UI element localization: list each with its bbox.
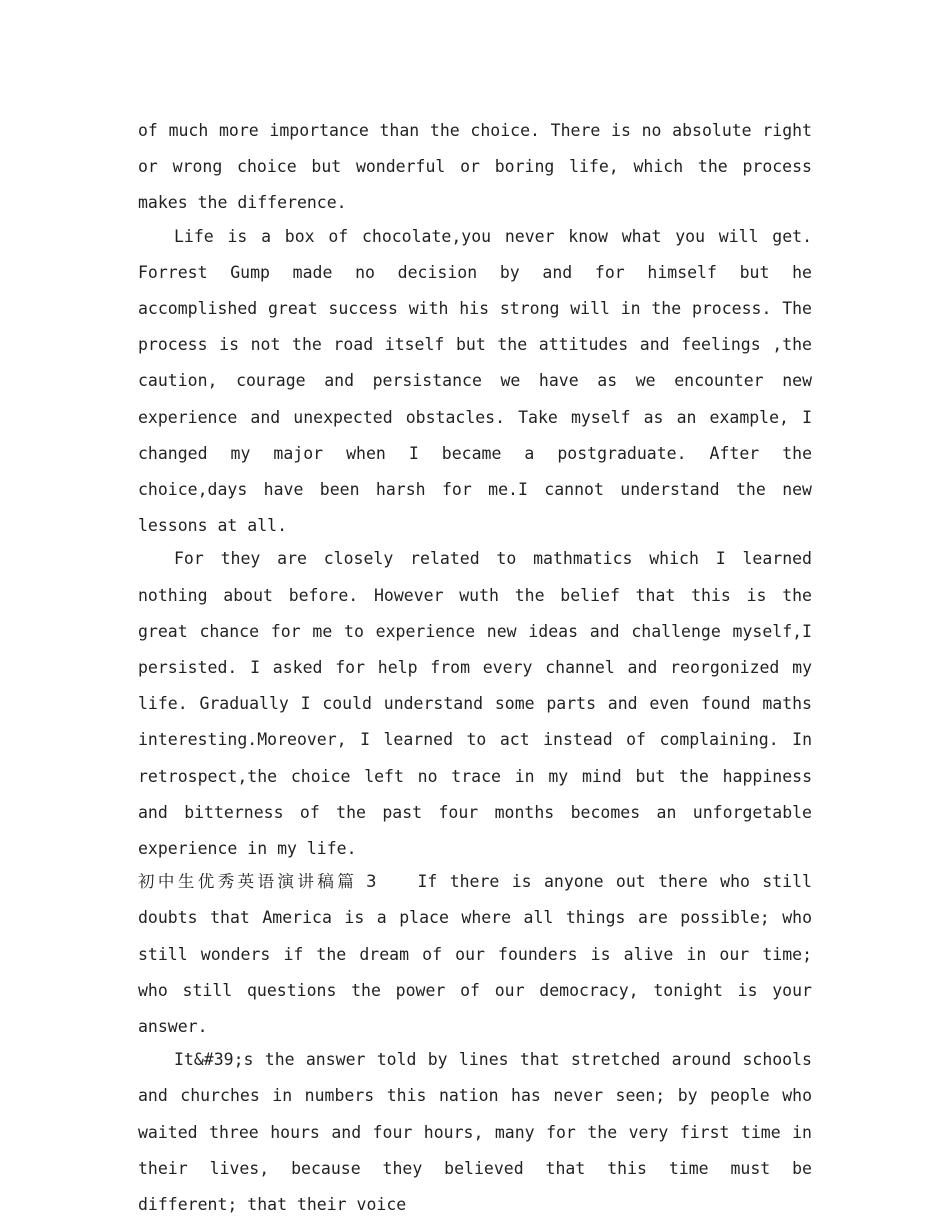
section-heading: 初中生优秀英语演讲稿篇 3 — [138, 872, 378, 892]
section-paragraph-text: If there is anyone out there who still doubts that America is a place where all things are possible; who still wonders if the dream of our founders is alive in our time; who still questions the power of our democracy, tonight is your answer. — [138, 872, 812, 1037]
document-page — [138, 113, 812, 1223]
paragraph-2: Life is a box of chocolate,you never know what you will get. Forrest Gump made no decision by and for himself but he accomplished great success with his strong will in the process. The process is not the road itself but the attitudes and feelings ,the caution, courage and persistance we have as we encounter new experience and unexpected obstacles. Take myself as an example, I changed my major when I became a postgraduate. After the choice,days have been harsh for me.I cannot understand the new lessons at all. — [138, 226, 812, 536]
paragraph-last: It&#39;s the answer told by lines that stretched around schools and churches in numbers this nation has never seen; by people who waited three hours and four hours, many for the very first time in their lives, because they believed that this time must be different; that their voice — [138, 1050, 812, 1215]
paragraph-3: For they are closely related to mathmatics which I learned nothing about before. However wuth the belief that this is the great chance for me to experience new ideas and challenge myself,I persisted. I asked for help from every channel and reorgonized my life. Gradually I could understand some parts and even found maths interesting.Moreover, I learned to act instead of complaining. In retrospect,the choice left no trace in my mind but the happiness and bitterness of the past four months becomes an unforgetable experience in my life. — [138, 549, 812, 859]
section-paragraph — [138, 864, 812, 1045]
paragraph-1: of much more importance than the choice. There is no absolute right or wrong choice but wonderful or boring life, which the process makes the difference. — [138, 121, 812, 213]
